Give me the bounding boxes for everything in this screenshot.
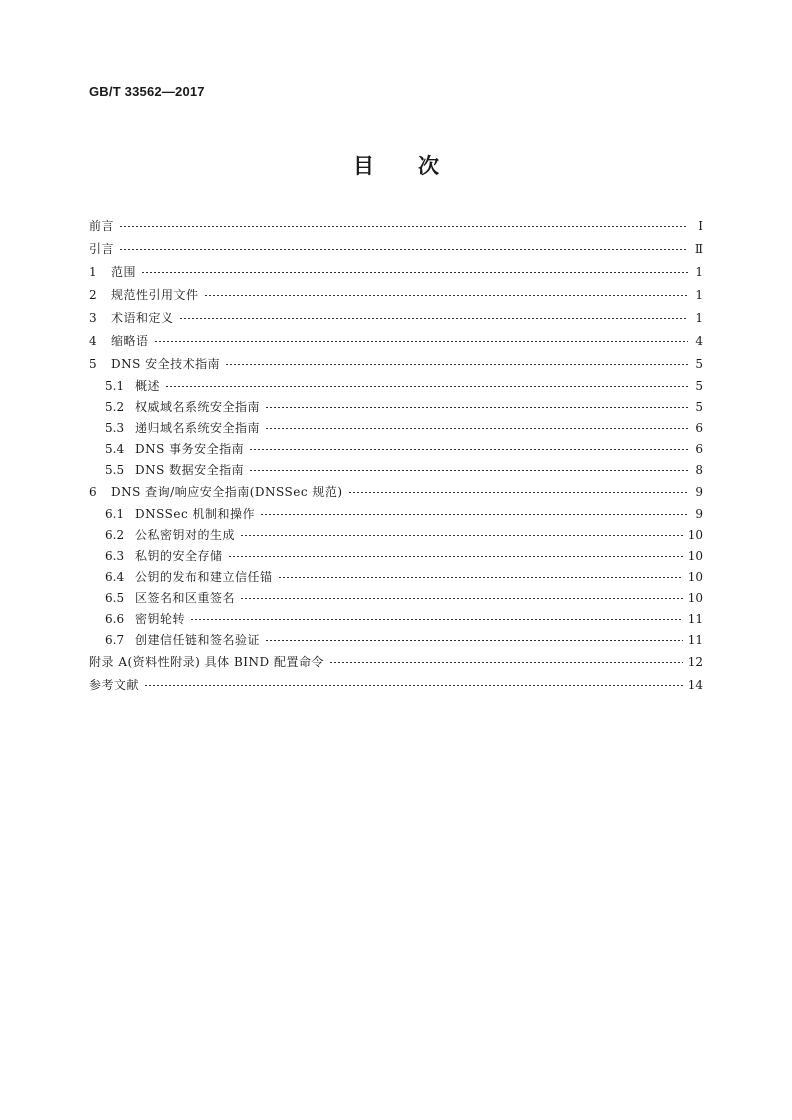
toc-entry-page: 11 — [687, 632, 703, 647]
toc-entry[interactable] — [89, 587, 703, 608]
toc-entry-label: 范围 — [111, 265, 137, 279]
toc-entry[interactable] — [89, 545, 703, 566]
toc-entry-number: 6.2 — [105, 527, 125, 542]
toc-entry-label: DNS 安全技术指南 — [111, 357, 221, 371]
title-char-2: 次 — [418, 154, 439, 178]
toc-entry-page: 8 — [695, 462, 703, 477]
toc-entry-page: 4 — [695, 333, 703, 348]
toc-leader-dots — [260, 514, 688, 515]
toc-entry-page: 6 — [695, 441, 703, 456]
toc-entry[interactable] — [89, 306, 703, 329]
toc-entry-page: Ⅱ — [694, 241, 703, 256]
toc-entry-page: 1 — [695, 287, 703, 302]
toc-leader-dots — [225, 364, 688, 365]
toc-entry-number: 6.4 — [105, 569, 125, 584]
title-char-1: 目 — [353, 154, 374, 178]
toc-leader-dots — [144, 685, 683, 686]
toc-entry[interactable] — [89, 524, 703, 545]
toc-leader-dots — [278, 577, 683, 578]
toc-entry[interactable] — [89, 375, 703, 396]
toc-entry[interactable] — [89, 629, 703, 650]
toc-entry-page: 14 — [687, 677, 703, 692]
toc-leader-dots — [204, 295, 688, 296]
toc-entry-label: 参考文献 — [89, 678, 140, 692]
toc-entry-label: 公私密钥对的生成 — [135, 528, 236, 542]
toc-entry[interactable] — [89, 438, 703, 459]
toc-entry-page: 10 — [687, 590, 703, 605]
toc-entry-label: DNS 查询/响应安全指南(DNSSec 规范) — [111, 485, 343, 499]
page-title — [0, 150, 792, 180]
toc-leader-dots — [240, 535, 683, 536]
toc-leader-dots — [179, 318, 688, 319]
toc-entry[interactable] — [89, 459, 703, 480]
toc-leader-dots — [190, 619, 683, 620]
toc-leader-dots — [265, 407, 688, 408]
toc-entry-label: DNS 数据安全指南 — [135, 463, 245, 477]
toc-entry-page: 6 — [695, 420, 703, 435]
toc-entry-label: DNSSec 机制和操作 — [135, 507, 255, 521]
toc-entry[interactable] — [89, 650, 703, 673]
toc-entry-number: 4 — [89, 333, 97, 348]
toc-leader-dots — [249, 470, 688, 471]
toc-leader-dots — [265, 428, 688, 429]
toc-entry-page: 12 — [687, 654, 703, 669]
toc-entry-label: 规范性引用文件 — [111, 288, 199, 302]
toc-entry-number: 6.3 — [105, 548, 125, 563]
toc-entry-number: 5 — [89, 356, 97, 371]
toc-leader-dots — [141, 272, 688, 273]
toc-entry[interactable] — [89, 566, 703, 587]
toc-entry-page: Ⅰ — [698, 218, 703, 233]
toc-leader-dots — [348, 492, 688, 493]
toc-entry-label: DNS 事务安全指南 — [135, 442, 245, 456]
toc-leader-dots — [249, 449, 688, 450]
toc-entry-number: 5.4 — [105, 441, 125, 456]
toc-entry-number: 5.2 — [105, 399, 125, 414]
standard-code: GB/T 33562—2017 — [89, 84, 205, 99]
toc-leader-dots — [119, 249, 688, 250]
toc-entry-page: 5 — [695, 378, 703, 393]
toc-leader-dots — [119, 226, 688, 227]
toc-entry-number: 5.3 — [105, 420, 125, 435]
toc-entry-label: 附录 A(资料性附录) 具体 BIND 配置命令 — [89, 655, 324, 669]
toc-leader-dots — [240, 598, 683, 599]
toc-entry-number: 6 — [89, 484, 97, 499]
toc-entry-number: 3 — [89, 310, 97, 325]
toc-leader-dots — [228, 556, 683, 557]
toc-entry-number: 5.1 — [105, 378, 125, 393]
toc-entry[interactable] — [89, 503, 703, 524]
toc-entry-page: 5 — [695, 399, 703, 414]
toc-entry[interactable] — [89, 283, 703, 306]
toc-entry-label: 概述 — [135, 379, 161, 393]
toc-entry[interactable] — [89, 214, 703, 237]
toc-entry[interactable] — [89, 237, 703, 260]
toc-leader-dots — [154, 341, 688, 342]
toc-entry-number: 6.7 — [105, 632, 125, 647]
toc-entry[interactable] — [89, 673, 703, 696]
toc-entry-label: 前言 — [89, 219, 115, 233]
toc-leader-dots — [265, 640, 683, 641]
toc-entry-label: 密钥轮转 — [135, 612, 186, 626]
toc-leader-dots — [165, 386, 688, 387]
toc-entry[interactable] — [89, 417, 703, 438]
toc-entry[interactable] — [89, 480, 703, 503]
toc-entry-page: 9 — [695, 506, 703, 521]
toc-entry[interactable] — [89, 329, 703, 352]
table-of-contents — [89, 214, 703, 696]
toc-leader-dots — [329, 662, 683, 663]
toc-entry-page: 10 — [687, 527, 703, 542]
toc-entry-page: 1 — [695, 310, 703, 325]
toc-entry-page: 1 — [695, 264, 703, 279]
toc-entry-page: 9 — [695, 484, 703, 499]
toc-entry-label: 术语和定义 — [111, 311, 174, 325]
toc-entry-number: 6.5 — [105, 590, 125, 605]
toc-entry-label: 公钥的发布和建立信任锚 — [135, 570, 273, 584]
toc-entry-label: 递归域名系统安全指南 — [135, 421, 261, 435]
toc-entry-number: 6.1 — [105, 506, 125, 521]
toc-entry-page: 10 — [687, 569, 703, 584]
toc-entry-label: 权威域名系统安全指南 — [135, 400, 261, 414]
toc-entry-page: 5 — [695, 356, 703, 371]
toc-entry-number: 5.5 — [105, 462, 125, 477]
toc-entry-label: 私钥的安全存储 — [135, 549, 223, 563]
toc-entry-page: 11 — [687, 611, 703, 626]
toc-entry-number: 2 — [89, 287, 97, 302]
toc-entry-label: 缩略语 — [111, 334, 149, 348]
toc-entry-label: 引言 — [89, 242, 115, 256]
toc-entry-number: 6.6 — [105, 611, 125, 626]
toc-entry[interactable] — [89, 260, 703, 283]
toc-entry-number: 1 — [89, 264, 97, 279]
toc-entry-label: 区签名和区重签名 — [135, 591, 236, 605]
toc-entry[interactable] — [89, 352, 703, 375]
toc-entry-page: 10 — [687, 548, 703, 563]
toc-entry[interactable] — [89, 608, 703, 629]
toc-entry[interactable] — [89, 396, 703, 417]
toc-entry-label: 创建信任链和签名验证 — [135, 633, 261, 647]
